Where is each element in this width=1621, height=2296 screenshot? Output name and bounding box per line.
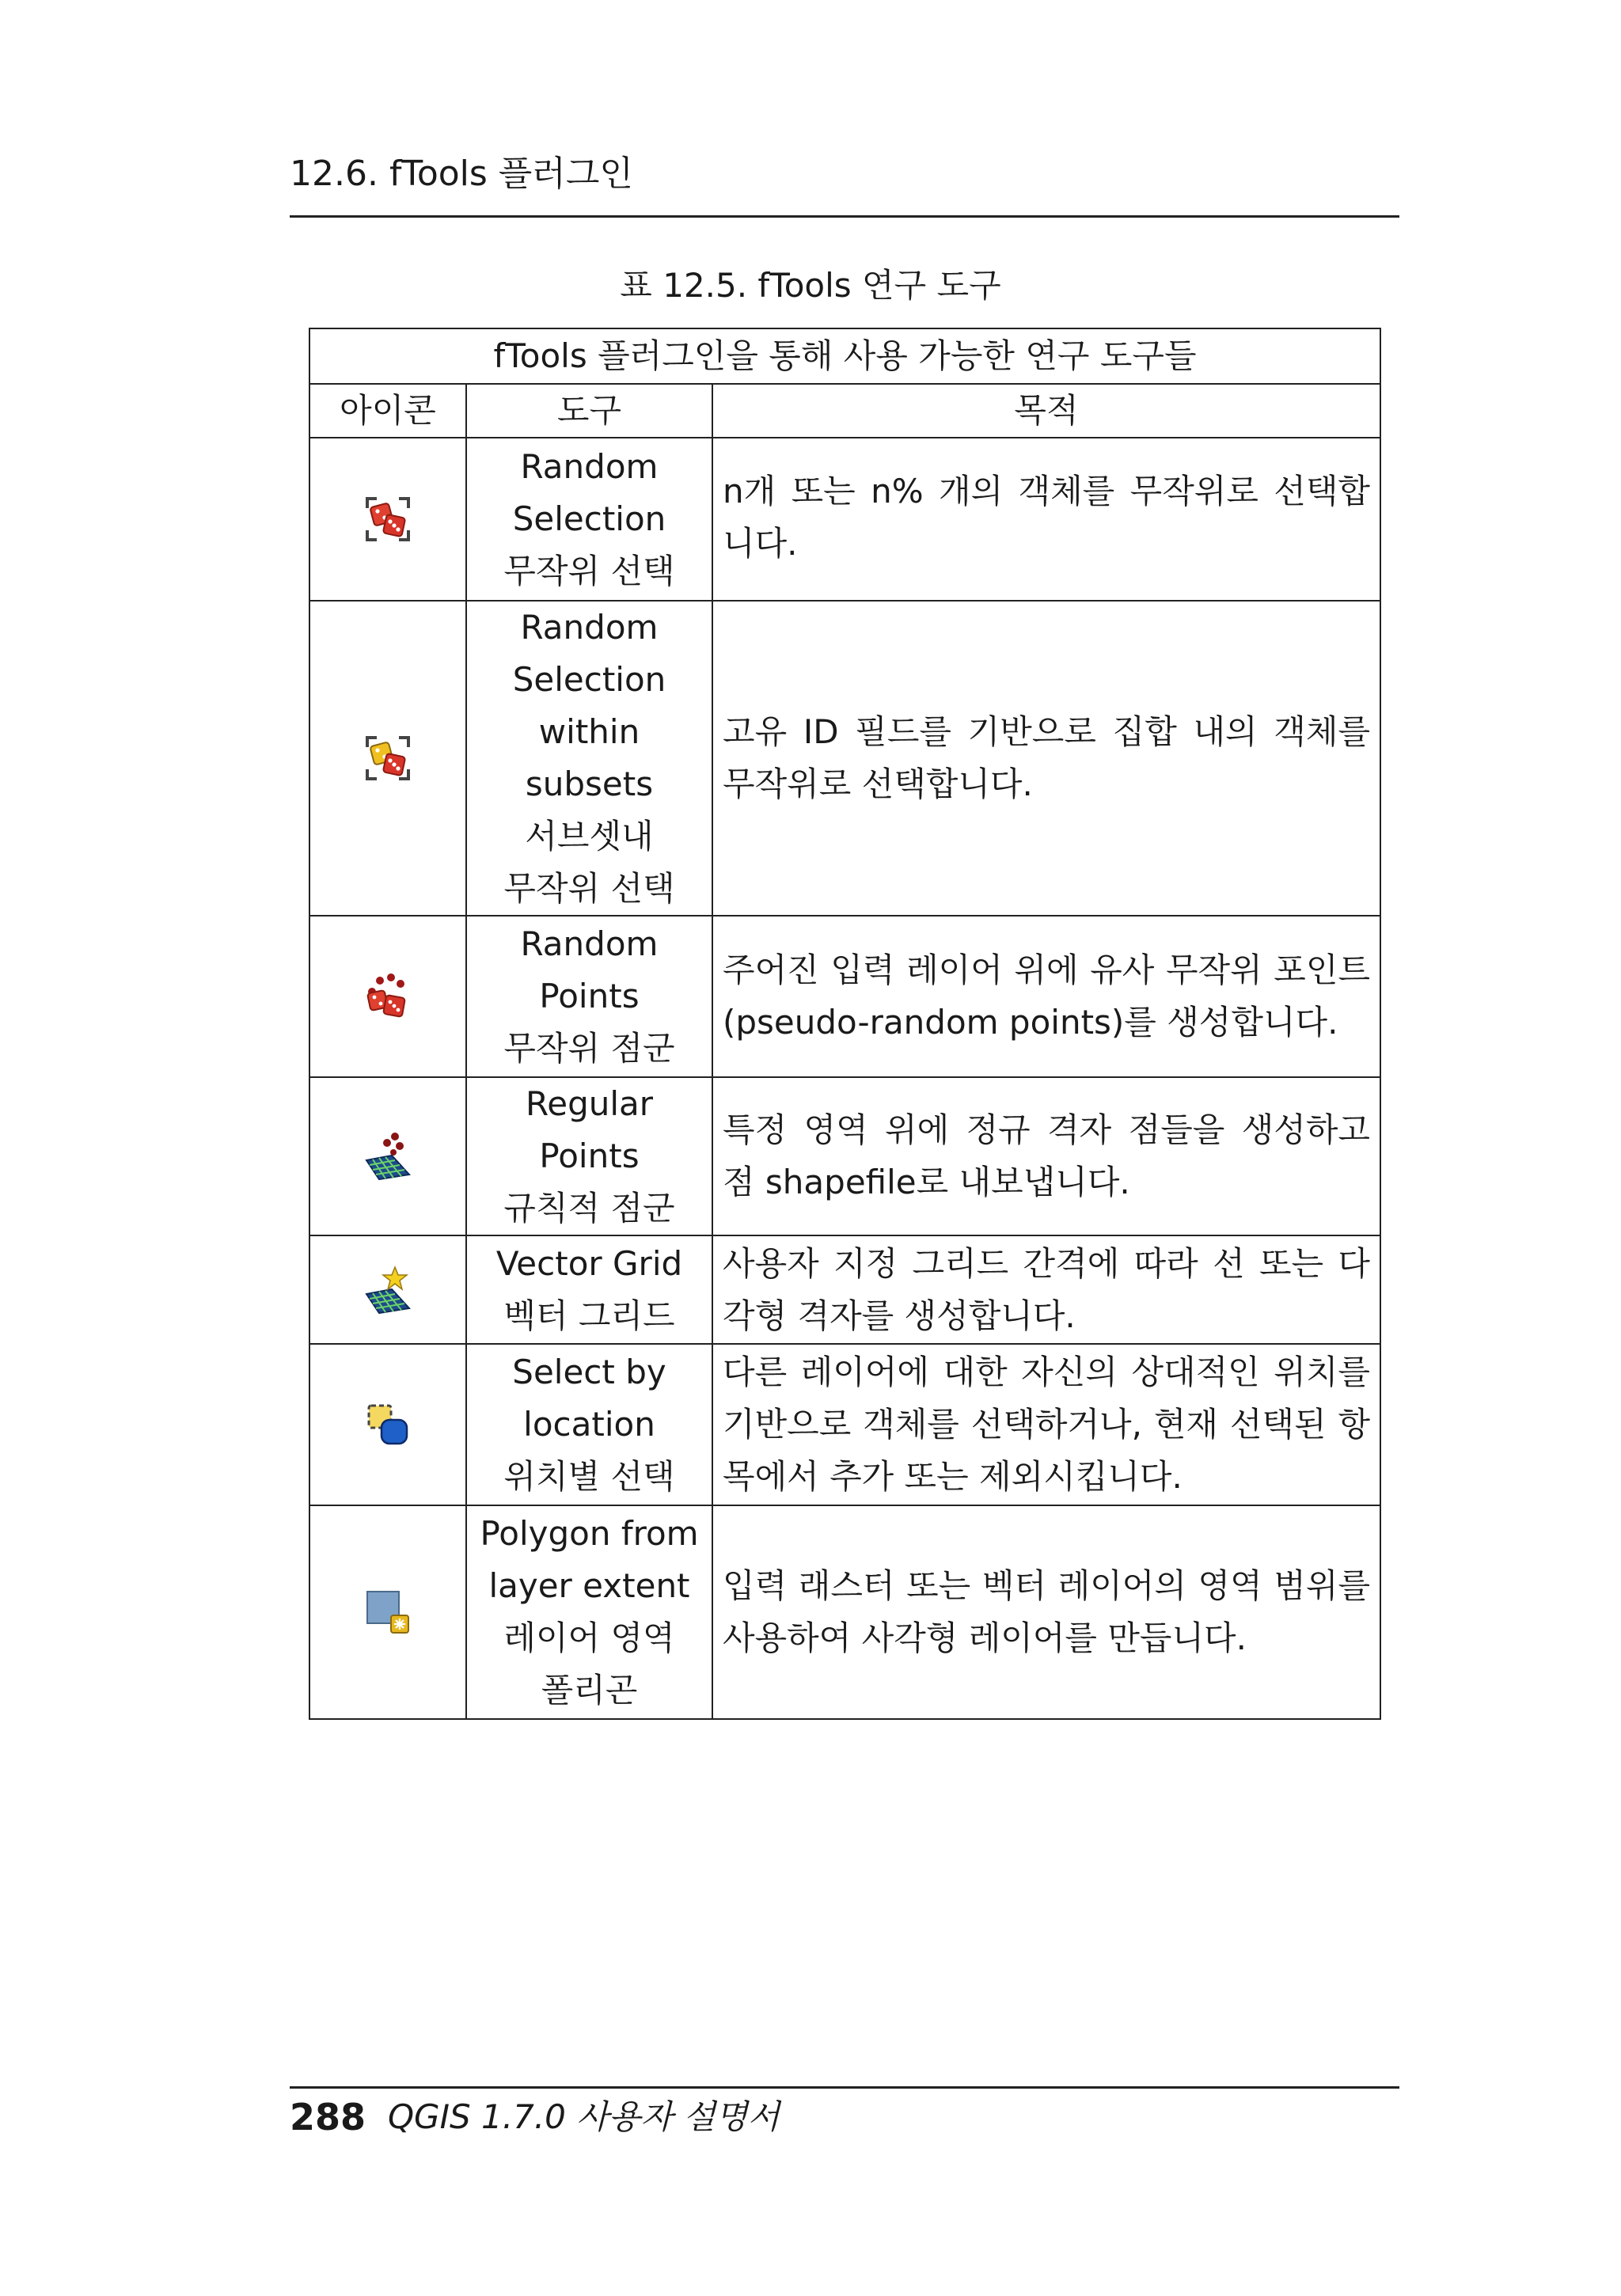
column-header-purpose: 목적 <box>712 384 1380 438</box>
purpose-text: 다른 레이어에 대한 자신의 상대적인 위치를 기반으로 객체를 선택하거나, 현재 선택된 항목에서 추가 또는 제외시킵니다. <box>712 1344 1380 1505</box>
table-title: fTools 플러그인을 통해 사용 가능한 연구 도구들 <box>309 328 1380 384</box>
purpose-text: 고유 ID 필드를 기반으로 집합 내의 객체를 무작위로 선택합니다. <box>712 601 1380 916</box>
tool-name-line: within subsets <box>525 712 654 803</box>
select-by-location-icon <box>310 1401 465 1448</box>
tool-name-line: Random <box>520 608 659 647</box>
tool-name-line: Vector Grid <box>495 1243 683 1283</box>
purpose-text: 사용자 지정 그리드 간격에 따라 선 또는 다각형 격자를 생성합니다. <box>712 1235 1380 1344</box>
column-header-icon: 아이콘 <box>309 384 466 438</box>
tool-name-line: Selection <box>512 660 666 699</box>
tool-name-line: 무작위 선택 <box>503 552 675 590</box>
table-row <box>309 1235 1380 1344</box>
tool-name-line: 폴리곤 <box>541 1671 638 1710</box>
book-title: QGIS 1.7.0 사용자 설명서 <box>388 2097 780 2136</box>
regular-points-icon <box>310 1132 465 1181</box>
tool-name-line: Selection <box>512 499 666 538</box>
tool-name-line: 서브셋내 <box>525 817 654 856</box>
purpose-text: n개 또는 n% 개의 객체를 무작위로 선택합니다. <box>712 438 1380 601</box>
tool-name-line: 무작위 선택 <box>503 869 675 908</box>
table-row <box>309 1077 1380 1235</box>
table-row <box>309 438 1380 601</box>
tool-name-line: 벡터 그리드 <box>503 1296 675 1335</box>
random-points-icon <box>310 973 465 1020</box>
tools-table <box>309 328 1381 1720</box>
page-number: 288 <box>290 2096 366 2139</box>
tool-name-line: 레이어 영역 <box>503 1619 675 1657</box>
purpose-text: 입력 래스터 또는 벡터 레이어의 영역 범위를 사용하여 사각형 레이어를 만듭니다. <box>712 1505 1380 1719</box>
vector-grid-icon <box>310 1266 465 1315</box>
purpose-text: 특정 영역 위에 정규 격자 점들을 생성하고 점 shapefile로 내보냅니다. <box>712 1077 1380 1235</box>
tool-name-line: location <box>523 1405 655 1444</box>
table-row <box>309 916 1380 1077</box>
purpose-text: 주어진 입력 레이어 위에 유사 무작위 포인트 (pseudo-random points)를 생성합니다. <box>712 916 1380 1077</box>
table-caption: 표 12.5. fTools 연구 도구 <box>620 266 1001 305</box>
tool-name-line: 규칙적 점군 <box>503 1189 675 1228</box>
tool-name-line: Regular Points <box>525 1084 654 1175</box>
tool-name-line: Select by <box>512 1353 666 1391</box>
polygon-from-extent-icon <box>310 1588 465 1636</box>
random-selection-subsets-icon <box>310 734 465 782</box>
section-header: 12.6. fTools 플러그인 <box>290 154 633 194</box>
tool-name-line: Polygon from <box>480 1514 699 1553</box>
table-row <box>309 601 1380 916</box>
tool-name-line: Random <box>520 447 659 486</box>
random-selection-icon <box>310 495 465 543</box>
tool-name-line: Points <box>539 977 640 1015</box>
tool-name-line: 무작위 점군 <box>503 1029 675 1068</box>
tool-name-line: Random <box>520 924 659 963</box>
footer-divider <box>290 2086 1399 2089</box>
tool-name-line: layer extent <box>488 1566 690 1605</box>
table-row <box>309 1344 1380 1505</box>
column-header-tool: 도구 <box>466 384 712 438</box>
header-divider <box>290 215 1399 218</box>
tool-name-line: 위치별 선택 <box>503 1457 675 1496</box>
table-row <box>309 1505 1380 1719</box>
